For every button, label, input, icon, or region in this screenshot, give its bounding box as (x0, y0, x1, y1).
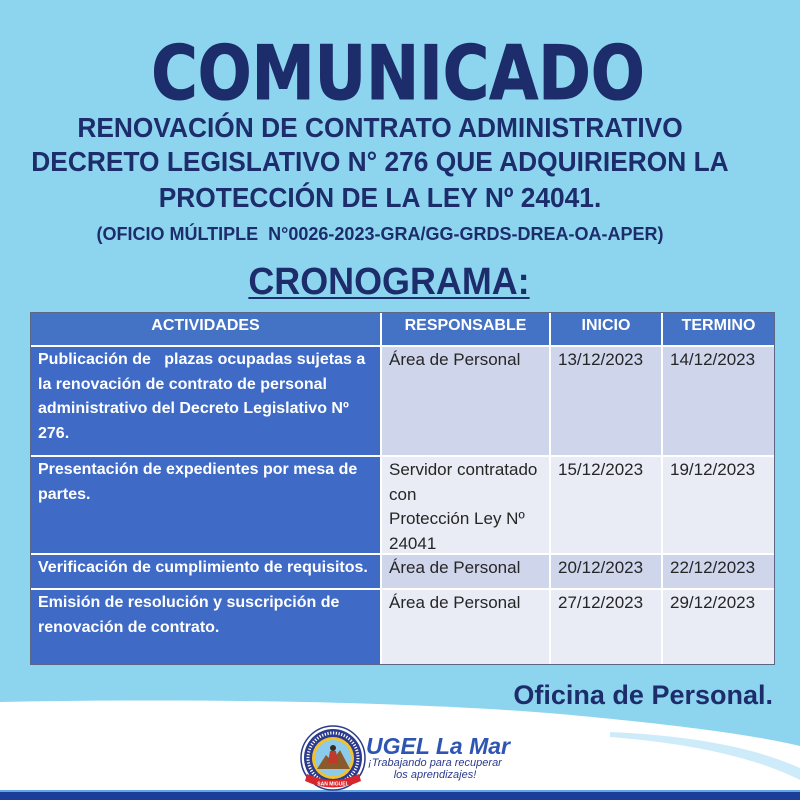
row-2-inicio: 15/12/2023 (551, 457, 661, 553)
row-1-termino: 14/12/2023 (663, 347, 774, 455)
row-1-responsable: Área de Personal (382, 347, 549, 455)
brand-name: UGEL La Mar (366, 733, 510, 759)
row-3-responsable: Área de Personal (382, 555, 549, 588)
row-3-inicio: 20/12/2023 (551, 555, 661, 588)
row-4-termino: 29/12/2023 (663, 590, 774, 664)
subtitle-line-3: PROTECCIÓN DE LA LEY Nº 24041. (158, 182, 602, 213)
row-2-responsable: Servidor contratado con Protección Ley Nº 24041 (382, 457, 549, 553)
row-1-actividad: Publicación de plazas ocupadas sujetas a la renovación de contrato de personal administrativo del Decreto Legislativo Nº 276. (31, 347, 380, 455)
signature-office: Oficina de Personal. (513, 680, 773, 710)
schedule-table (30, 312, 775, 665)
subtitle-line-2: DECRETO LEGISLATIVO N° 276 QUE ADQUIRIERON LA (31, 146, 729, 177)
row-1-inicio: 13/12/2023 (551, 347, 661, 455)
column-header-actividades: ACTIVIDADES (31, 313, 380, 345)
slogan-line-1: ¡Trabajando para recuperar (368, 757, 502, 769)
row-2-termino: 19/12/2023 (663, 457, 774, 553)
row-3-termino: 22/12/2023 (663, 555, 774, 588)
cronograma-heading-text: CRONOGRAMA: (248, 261, 530, 303)
cronograma-heading (21, 263, 756, 301)
column-header-termino: TERMINO (663, 313, 774, 345)
oficio-reference: (OFICIO MÚLTIPLE N°0026-2023-GRA/GG-GRDS-DREA-OA-APER) (96, 224, 664, 244)
brand-slogan (362, 757, 508, 781)
column-header-responsable: RESPONSABLE (382, 313, 549, 345)
column-header-inicio: INICIO (551, 313, 661, 345)
slogan-line-2: los aprendizajes! (393, 769, 477, 781)
row-4-responsable: Área de Personal (382, 590, 549, 664)
subtitle-line-1: RENOVACIÓN DE CONTRATO ADMINISTRATIVO (77, 112, 683, 143)
logo-ribbon-text: SAN MIGUEL (317, 781, 349, 788)
row-3-actividad: Verificación de cumplimiento de requisitos. (31, 555, 380, 588)
row-4-actividad: Emisión de resolución y suscripción de renovación de contrato. (31, 590, 380, 664)
row-2-actividad: Presentación de expedientes por mesa de partes. (31, 457, 380, 553)
row-4-inicio: 27/12/2023 (551, 590, 661, 664)
ugel-emblem-icon (300, 725, 366, 791)
page-title: COMUNICADO (151, 29, 645, 117)
